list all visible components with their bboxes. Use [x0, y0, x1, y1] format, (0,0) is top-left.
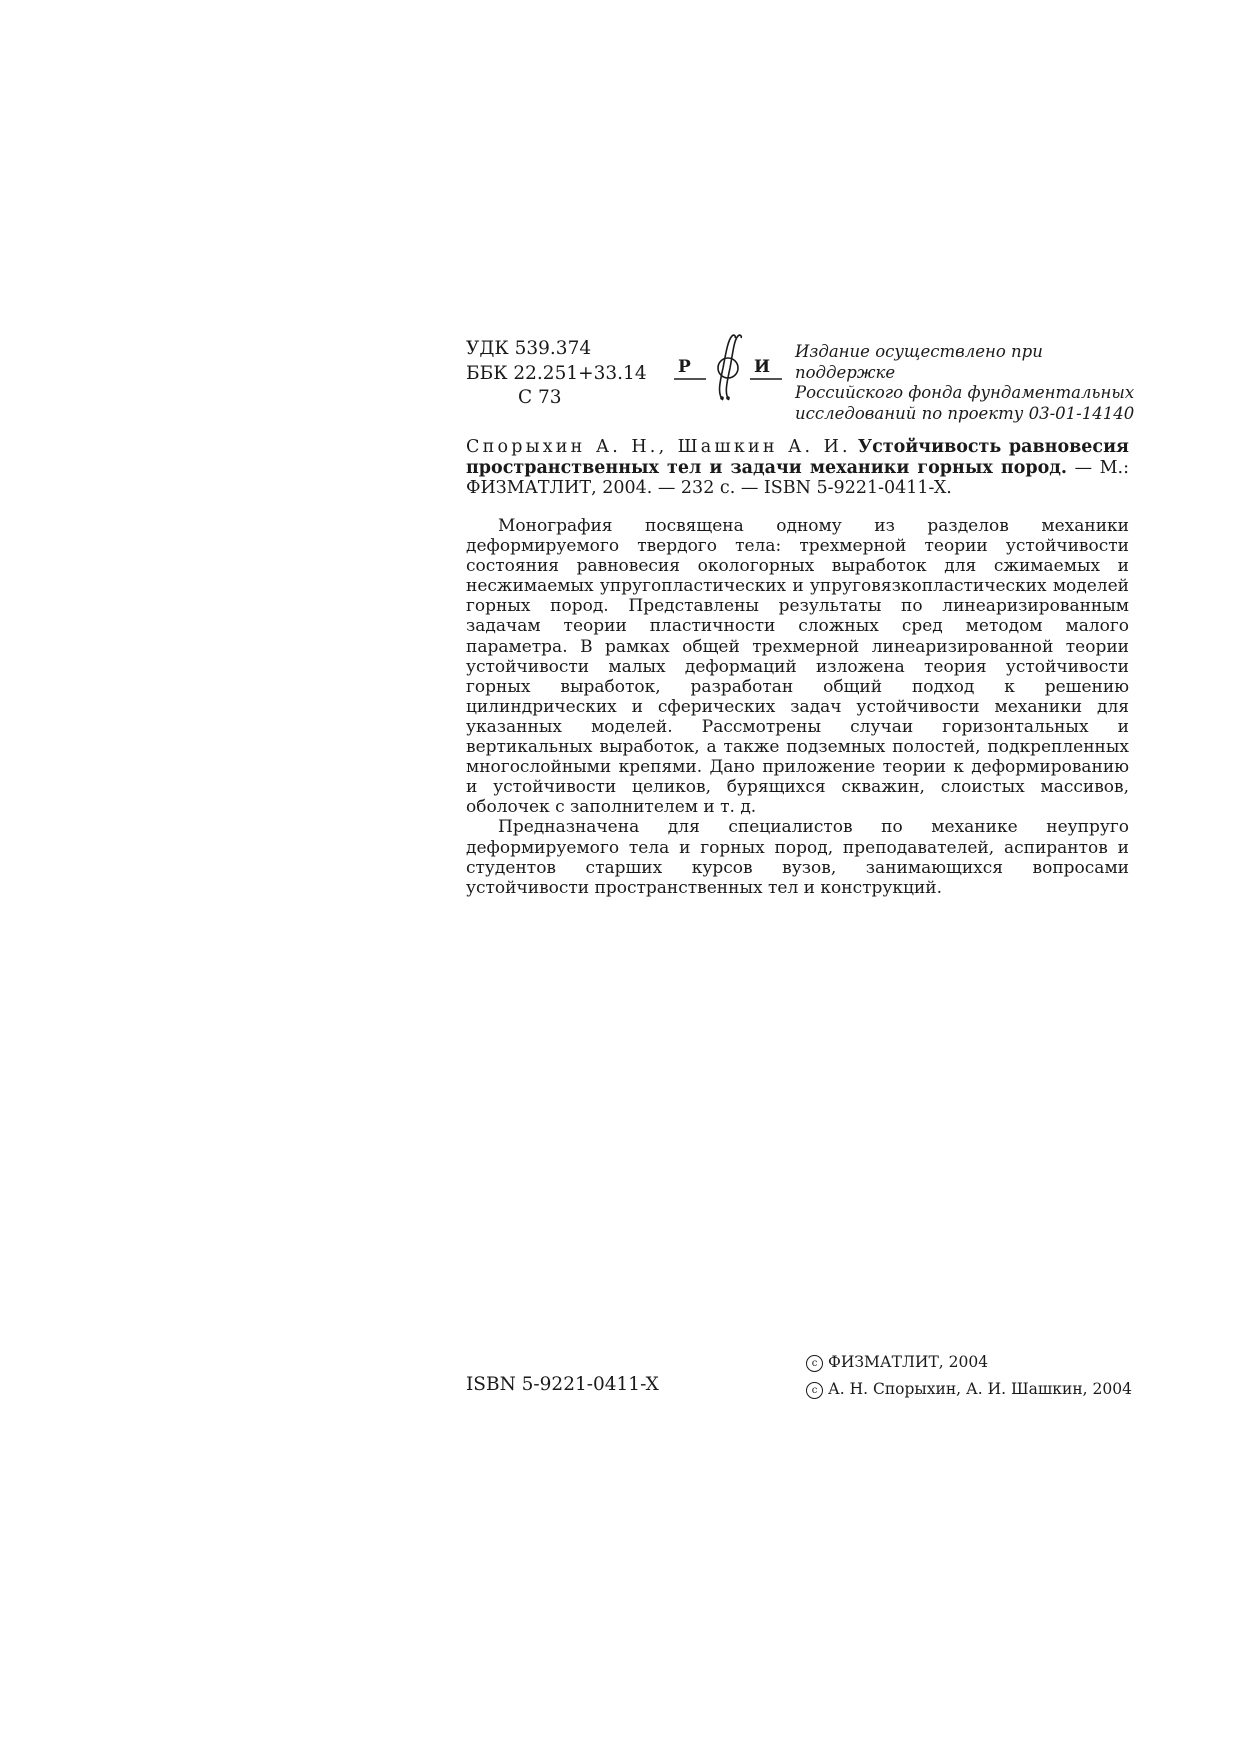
copyright-authors: А. Н. Спорыхин, А. И. Шашкин, 2004	[828, 1380, 1132, 1398]
author-mark: С 73	[518, 387, 562, 408]
funding-note-line: исследований по проекту 03-01-14140	[795, 403, 1135, 423]
bbk-code: ББК 22.251+33.14	[466, 362, 647, 384]
citation-imprint: — М.: ФИЗМАТЛИТ, 2004. — 232 с. — ISBN 5-9221-0411-X.	[466, 457, 1129, 498]
rfbr-logo	[672, 332, 784, 404]
book-abstract	[466, 516, 1129, 898]
copyright-icon: c	[806, 1355, 823, 1372]
udk-code: УДК 539.374	[466, 338, 592, 359]
copyright-line-publisher	[806, 1349, 1132, 1376]
classification-codes	[466, 337, 647, 411]
copyright-line-authors	[806, 1376, 1132, 1403]
rfbr-emblem-icon	[672, 332, 784, 404]
citation-title: Устойчивость равновесия пространственных тел и задачи механики горных пород.	[466, 437, 1129, 478]
funding-note-line: Российского фонда фундаментальных	[795, 383, 1135, 402]
copyright-icon: c	[806, 1382, 823, 1399]
bibliographic-citation	[466, 437, 1129, 499]
copyright-block	[806, 1349, 1132, 1403]
logo-letter-r: Р	[678, 357, 691, 377]
funding-note	[795, 342, 1135, 424]
funding-note-line: Издание осуществлено при поддержке	[795, 342, 1043, 382]
copyright-publisher: ФИЗМАТЛИТ, 2004	[828, 1353, 989, 1371]
abstract-paragraph: Монография посвящена одному из разделов механики деформируемого твердого тела: трехмерной теории устойчивости состояния равновесия окологорных выработок для сжимаемых и несжимаемых упругопластических и упруговязкопластических моделей горных пород. Представлены результаты по линеаризированным задачам теории пластичности сложных сред методом малого параметра. В рамках общей трехмерной линеаризированной теории устойчивости малых деформаций изложена теория устойчивости горных выработок, разработан общий подход к решению цилиндрических и сферических задач устойчивости механики для указанных моделей. Рассмотрены случаи горизонтальных и вертикальных выработок, а также подземных полостей, подкрепленных многослойными крепями. Дано приложение теории к деформированию и устойчивости целиков, бурящихся скважин, слоистых массивов, оболочек с заполнителем и т. д.	[466, 516, 1129, 818]
logo-letter-i: И	[754, 357, 771, 377]
citation-authors: Спорыхин А. Н., Шашкин А. И.	[466, 437, 851, 457]
audience-paragraph: Предназначена для специалистов по механике неупруго деформируемого тела и горных пород, преподавателей, аспирантов и студентов старших курсов вузов, занимающихся вопросами устойчивости пространственных тел и конструкций.	[466, 817, 1129, 898]
isbn-number: ISBN 5-9221-0411-X	[466, 1374, 659, 1395]
